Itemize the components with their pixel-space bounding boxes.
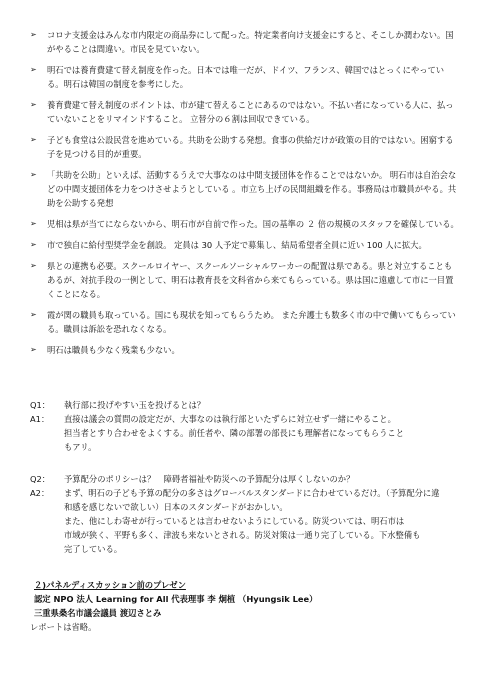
question-text: 予算配分のポリシーは？ 障碍者福祉や防災への予算配分は厚くしないのか？ bbox=[64, 474, 355, 484]
qa-block-1 bbox=[30, 398, 462, 454]
list-item: ➢ 明石は職員も少なく残業も少ない。 bbox=[30, 345, 180, 355]
panel-section bbox=[30, 578, 460, 634]
question-label: Q2： bbox=[30, 474, 51, 484]
section-title: ２)パネルディスカッション前のプレゼン bbox=[34, 580, 186, 590]
arrow-bullet-icon: ➢ bbox=[30, 170, 37, 179]
arrow-bullet-icon: ➢ bbox=[30, 30, 37, 39]
answer-line: もアリ。 bbox=[64, 442, 97, 452]
speaker-1: 認定 NPO 法人 Learning for All 代表理事 李 炯植 （Hyungsik Lee） bbox=[34, 594, 318, 604]
arrow-bullet-icon: ➢ bbox=[30, 345, 37, 354]
arrow-bullet-icon: ➢ bbox=[30, 219, 37, 228]
arrow-bullet-icon: ➢ bbox=[30, 261, 37, 270]
arrow-bullet-icon: ➢ bbox=[30, 135, 37, 144]
list-item: ➢ 養育費建て替え制度のポイントは、市が建て替えることにあるのではない。不払い者になっている人に、払っていないことをリマインドすること。 立替分の６割は回収できている。 bbox=[30, 100, 454, 124]
question-2 bbox=[30, 472, 462, 486]
question-text: 執行部に投げやすい玉を投げるとは？ bbox=[64, 400, 206, 410]
arrow-bullet-icon: ➢ bbox=[30, 240, 37, 249]
bullet-list bbox=[30, 28, 460, 364]
report-note: レポートは省略。 bbox=[30, 622, 97, 632]
arrow-bullet-icon: ➢ bbox=[30, 65, 37, 74]
answer-line: 担当者とすり合わせをよくする。前任者や、隣の部署の部長にも理解者になってもらうこと bbox=[64, 428, 405, 438]
answer-2 bbox=[30, 486, 462, 556]
list-item: ➢ 県との連携も必要。スクールロイヤー、スクールソーシャルワーカーの配置は県である。県と対立することもあるが、対抗手段の一例として、明石は教育長を文科省から来てもらっている。県は国に遠慮して市に一目置くことになる。 bbox=[30, 261, 454, 299]
answer-line: 完了している。 bbox=[64, 544, 123, 554]
list-item: ➢ 子ども食堂は公設民営を進めている。共助を公助する発想。食事の供給だけが政策の目的ではない。困窮する子を見つける目的が重要。 bbox=[30, 135, 454, 159]
list-item: ➢ 児相は県が当てにならないから、明石市が自前で作った。国の基準の ２ 倍の規模のスタッフを確保している。 bbox=[30, 219, 459, 229]
answer-label: A1： bbox=[30, 414, 50, 424]
answer-label: A2： bbox=[30, 488, 50, 498]
list-item: ➢ 「共助を公助」といえば、活動するうえで大事なのは中間支援団体を作ることではないか。 明石市は自治会などの中間支援団体を力をつけさせようとしている 。市立ち上げの民間組織を作る。事務局は市職員がやる。共助を公助する発想 bbox=[30, 170, 457, 208]
answer-line: 和感を感じないで欲しい）日本のスタンダードがおかしい。 bbox=[64, 502, 288, 512]
answer-line: まず、明石の子ども予算の配分の多さはグローバルスタンダードに合わせているだけ。（予算配分に違 bbox=[64, 488, 440, 498]
list-item: ➢ 市で独自に給付型奨学金を創設。 定員は 30 人予定で募集し、結局希望者全員に近い 100 人に拡大。 bbox=[30, 240, 427, 250]
qa-block-2 bbox=[30, 472, 462, 556]
question-1 bbox=[30, 398, 462, 412]
list-item: ➢ 明石では養育費建て替え制度を作った。日本では唯一だが、ドイツ、フランス、韓国ではとっくにやっている。明石は韓国の制度を参考にした。 bbox=[30, 65, 445, 89]
answer-line: 直接は議会の質問の設定だが、大事なのは執行部といたずらに対立せず一緒にやること。 bbox=[64, 414, 396, 424]
answer-1 bbox=[30, 412, 462, 454]
answer-line: また、他にしわ寄せが行っているとは言わせないようにしている。防災ついては、明石市は bbox=[64, 516, 405, 526]
list-item: ➢ コロナ支援金はみんな市内限定の商品券にして配った。特定業者向け支援金にすると、そこしか潤わない。国がやることは間違い。市民を見ていない。 bbox=[30, 30, 454, 54]
list-item: ➢ 霞が関の職員も取っている。国にも現状を知ってもらうため。 また弁護士も数多く市の中で働いてもらっている。職員は訴訟を恐れなくなる。 bbox=[30, 310, 456, 334]
arrow-bullet-icon: ➢ bbox=[30, 100, 37, 109]
arrow-bullet-icon: ➢ bbox=[30, 310, 37, 319]
speaker-2: 三重県桑名市議会議員 渡辺さとみ bbox=[34, 608, 162, 618]
question-label: Q1： bbox=[30, 400, 51, 410]
answer-line: 市域が狭く、平野も多く、津波も来ないとされる。防災対策は一通り完了している。下水整備も bbox=[64, 530, 421, 540]
